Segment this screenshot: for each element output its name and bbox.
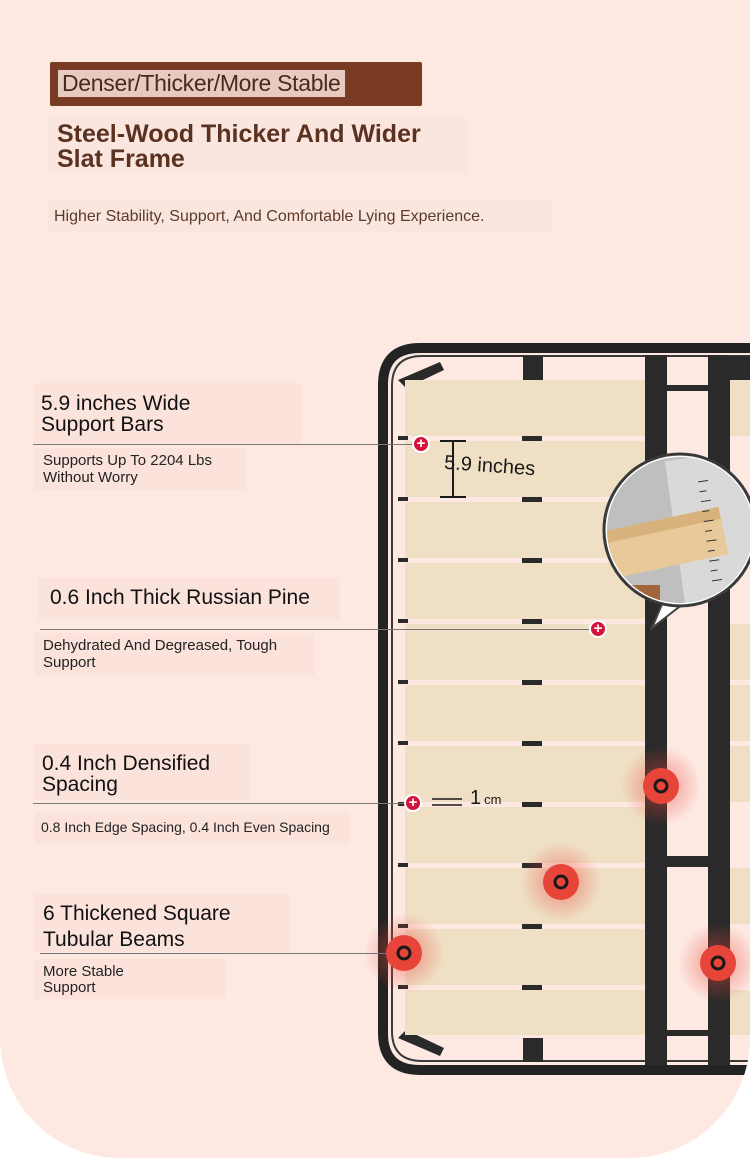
feature-4-desc-line-2: Support <box>43 979 96 996</box>
feature-2-title-line-1: 0.6 Inch Thick Russian Pine <box>50 586 310 609</box>
feature-3-title <box>42 753 210 795</box>
feature-3-leader <box>33 803 405 804</box>
feature-3-title-line-1: 0.4 Inch Densified <box>42 752 211 775</box>
feature-2-leader <box>40 629 590 630</box>
feature-4-title <box>43 901 231 953</box>
feature-4-title-line-1: 6 Thickened Square <box>43 902 231 925</box>
feature-4-desc-line-1: More Stable <box>43 963 124 980</box>
feature-1-desc-line-1: Supports Up To 2204 Lbs <box>43 452 213 469</box>
feature-4-desc <box>43 964 124 996</box>
feature-2-plus-icon[interactable]: + <box>589 620 607 638</box>
feature-3-desc <box>41 819 330 836</box>
feature-2-desc-line-2: Support <box>43 654 96 671</box>
feature-2-desc <box>43 637 277 671</box>
feature-1-title <box>41 393 190 435</box>
hotspot-2[interactable] <box>521 842 601 922</box>
feature-4-title-line-2: Tubular Beams <box>43 928 185 951</box>
feature-1-plus-icon[interactable]: + <box>412 435 430 453</box>
hotspot-4[interactable] <box>678 923 750 1003</box>
gap-value: 1 <box>470 787 482 809</box>
hotspot-1[interactable] <box>621 746 701 826</box>
page-title-line-2: Slat Frame <box>57 145 185 173</box>
gap-unit: cm <box>484 792 502 807</box>
slat-width-label: 5.9 inches <box>443 451 536 481</box>
feature-1-desc-line-2: Without Worry <box>43 469 138 486</box>
feature-1-title-line-1: 5.9 inches Wide <box>41 392 191 415</box>
feature-3-desc-line-1: 0.8 Inch Edge Spacing, 0.4 Inch Even Spacing <box>41 819 330 835</box>
feature-2-title <box>50 587 310 608</box>
page-title-line-1: Steel-Wood Thicker And Wider <box>57 120 421 148</box>
feature-4-leader <box>40 953 388 954</box>
feature-1-desc <box>43 452 212 486</box>
feature-3-title-line-2: Spacing <box>42 773 118 796</box>
gap-label <box>470 787 501 810</box>
feature-1-leader <box>33 444 415 445</box>
feature-3-plus-icon[interactable]: + <box>404 794 422 812</box>
header-tag-label: Denser/Thicker/More Stable <box>58 70 345 97</box>
feature-2-desc-line-1: Dehydrated And Degreased, Tough <box>43 637 278 654</box>
page-subtitle: Higher Stability, Support, And Comfortable Lying Experience. <box>48 200 553 232</box>
feature-1-title-line-2: Support Bars <box>41 413 164 436</box>
